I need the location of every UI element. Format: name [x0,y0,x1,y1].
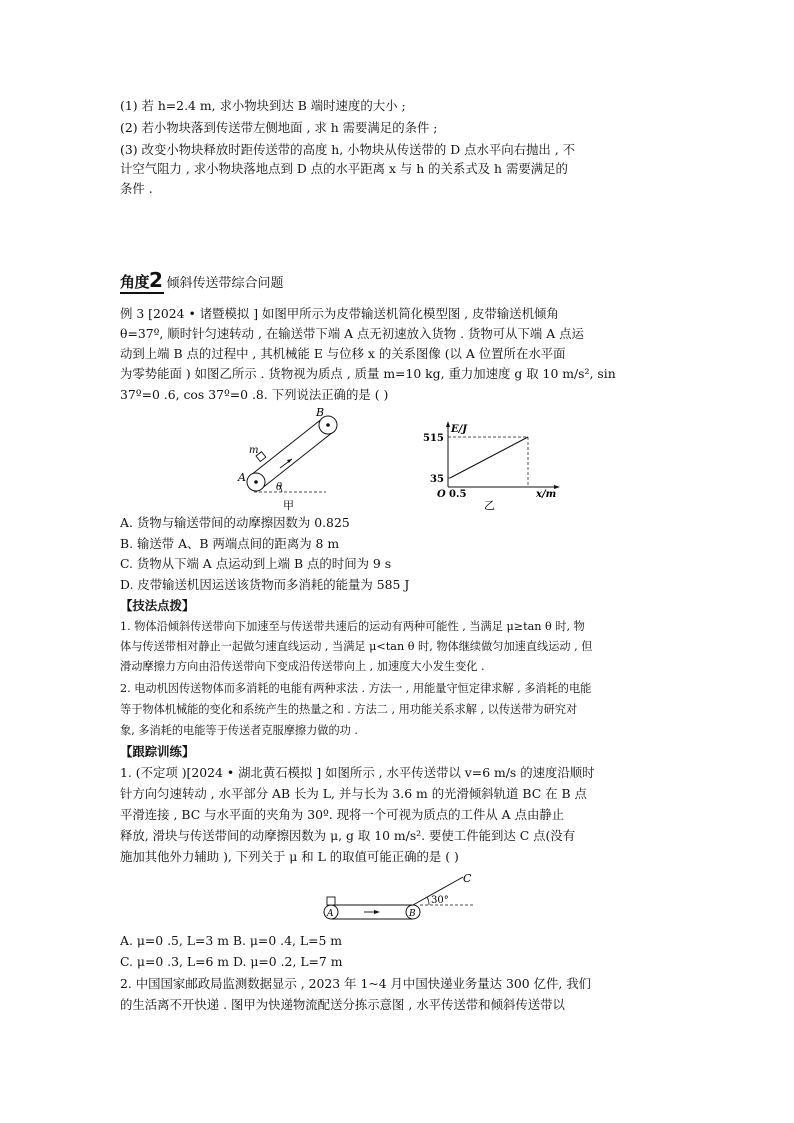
option-d: D. 皮带输送机因运送该货物而多消耗的能量为 585 J [120,577,410,592]
question-part-3-line-2: 计空气阻力 , 求小物块落地点到 D 点的水平距离 x 与 h 的关系式及 h 需要满足的 [120,161,568,176]
training1-options-row-2: C. μ=0 .3, L=6 m D. μ=0 .2, L=7 m [120,954,343,969]
figure-jia-conveyor [230,405,340,515]
fig3-angle: 30° [431,895,449,906]
training1-line-4: 释放, 滑块与传送带间的动摩擦因数为 μ, g 取 10 m/s². 要使工件能到达 C 点(没有 [120,828,576,843]
fig-yi-y-top: 515 [423,433,444,444]
training1-line-2: 针方向匀速转动 , 水平部分 AB 长为 L, 并与长为 3.6 m 的光滑倾斜轨道 BC 在 B 点 [120,786,587,801]
training1-line-5: 施加其他外力辅助 ), 下列关于 μ 和 L 的取值可能正确的是 ( ) [120,849,459,864]
tips-line-5: 等于物体机械能的变化和系统产生的热量之和 . 方法二 , 用功能关系求解 , 以传送带为研究对 [120,703,578,716]
question2-line-2: 的生活离不开快递 . 图甲为快递物流配送分拣示意图 , 水平传送带和倾斜传送带以 [120,997,565,1012]
tips-heading: 【技法点拨】 [120,598,195,613]
fig3-label-b: B [409,909,416,919]
tips-line-3: 滑动摩擦力方向由沿传送带向下变成沿传送带向上 , 加速度大小发生变化 . [120,660,485,673]
tips-line-4: 2. 电动机因传送物体而多消耗的电能有两种求法 . 方法一 , 用能量守恒定律求解 , 多消耗的电能 [120,682,592,695]
question-part-3-line-3: 条件 . [120,181,153,196]
example-line-3: 动到上端 B 点的过程中 , 其机械能 E 与位移 x 的关系图像 (以 A 位置所在水平面 [120,346,566,361]
training1-line-3: 平滑连接 , BC 与水平面的夹角为 30º. 现将一个可视为质点的工件从 A 点由静止 [120,807,565,822]
fig-jia-label-b: B [316,406,325,419]
option-a: A. 货物与输送带间的动摩擦因数为 0.825 [120,515,350,530]
section-title: 倾斜传送带综合问题 [166,275,284,291]
fig3-label-c: C [463,872,472,885]
question2-line-1: 2. 中国国家邮政局监测数据显示 , 2023 年 1~4 月中国快递业务量达 300 亿件, 我们 [120,976,592,991]
example-line-2: θ=37º, 顺时针匀速转动 , 在输送带下端 A 点无初速放入货物 . 货物可从下端 A 点运 [120,326,584,341]
fig-yi-caption: 乙 [484,499,495,512]
tips-line-1: 1. 物体沿倾斜传送带向下加速至与传送带共速后的运动有两种可能性 , 当满足 μ≥tan θ 时, 物 [120,620,585,633]
question-part-1: (1) 若 h=2.4 m, 求小物块到达 B 端时速度的大小 ; [120,98,406,113]
fig-jia-caption: 甲 [283,499,294,512]
example-line-5: 37º=0 .6, cos 37º=0 .8. 下列说法正确的是 ( ) [120,387,389,402]
fig-yi-x-mark: 0.5 [449,489,467,500]
fig-yi-y-bottom: 35 [430,474,444,485]
fig-jia-label-a: A [238,471,246,484]
figure-horizontal-belt [315,868,485,926]
figure-yi-energy-graph [420,405,570,515]
training-heading: 【跟踪训练】 [120,744,195,759]
example-line-1: 例 3 [2024 • 诸暨模拟 ] 如图甲所示为皮带输送机简化模型图 , 皮带输送机倾角 [120,306,559,321]
fig3-label-a: A [327,909,334,919]
tips-line-2: 体与传送带相对静止一起做匀速直线运动 , 当满足 μ<tan θ 时, 物体继续做匀加速直线运动 , 但 [120,640,593,653]
fig-jia-label-m: m [249,445,259,456]
training1-options-row-1: A. μ=0 .5, L=3 m B. μ=0 .4, L=5 m [120,933,343,948]
training1-line-1: 1. (不定项 )[2024 • 湖北黄石模拟 ] 如图所示 , 水平传送带以 v=6 m/s 的速度沿顺时 [120,765,595,780]
example-line-4: 为零势能面 ) 如图乙所示 . 货物视为质点 , 质量 m=10 kg, 重力加速度 g 取 10 m/s², sin [120,366,616,381]
section-badge: 角度2 [120,268,163,292]
question-part-3-line-1: (3) 改变小物块释放时距传送带的高度 h, 小物块从传送带的 D 点水平向右抛出 , 不 [120,142,576,157]
tips-line-6: 象, 多消耗的电能等于传送者克服摩擦力做的功 . [120,724,358,737]
question-part-2: (2) 若小物块落到传送带左侧地面 , 求 h 需要满足的条件 ; [120,120,438,135]
option-b: B. 输送带 A、B 两端点间的距离为 8 m [120,536,340,551]
fig-yi-y-axis: E/J [451,424,468,435]
fig-yi-origin: O [437,489,446,500]
fig-yi-x-axis: x/m [536,489,557,500]
section-heading [120,270,283,292]
option-c: C. 货物从下端 A 点运动到上端 B 点的时间为 9 s [120,556,392,571]
fig-jia-label-theta: θ [276,482,283,493]
